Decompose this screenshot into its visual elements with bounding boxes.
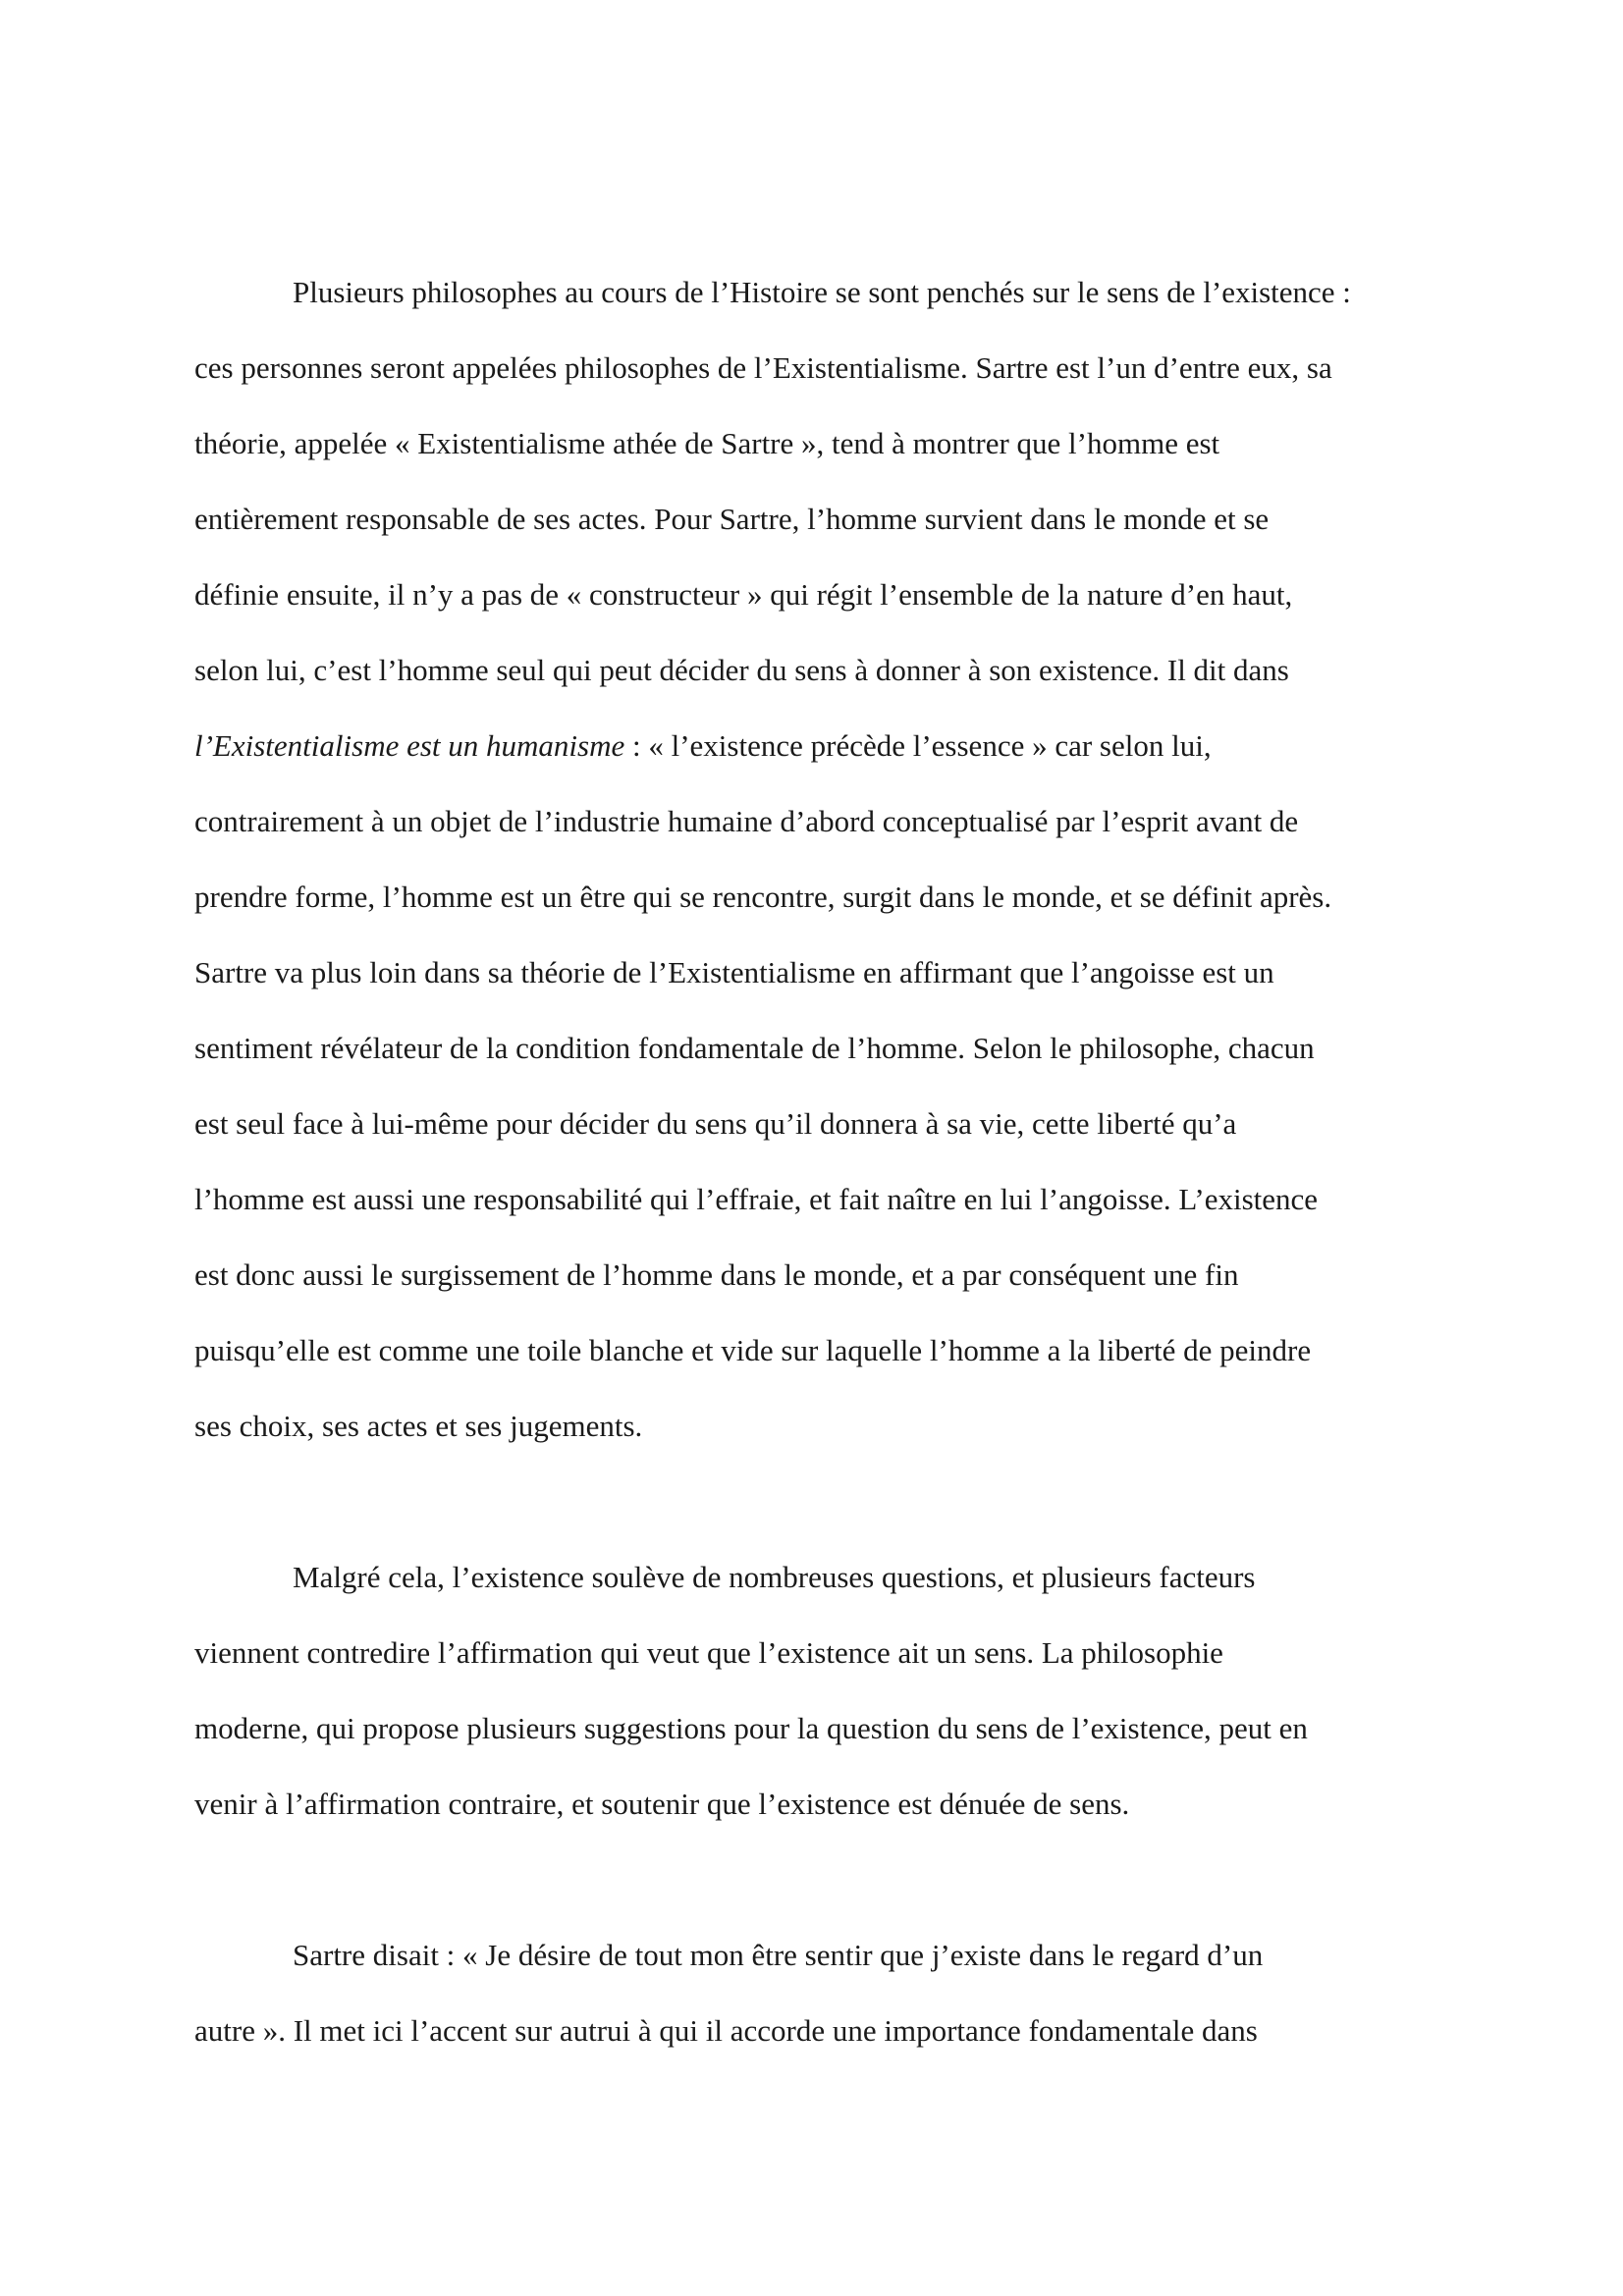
- paragraph-1-line-12: est seul face à lui-même pour décider du sens qu’il donnera à sa vie, cette liberté qu’a: [194, 1106, 1237, 1141]
- paragraph-1-line-16: ses choix, ses actes et ses jugements.: [194, 1409, 643, 1443]
- paragraph-1-line-1: Plusieurs philosophes au cours de l’Histoire se sont penchés sur le sens de l’existence :: [293, 275, 1351, 309]
- book-title-italic: l’Existentialisme est un humanisme: [194, 728, 625, 763]
- paragraph-2-line-2: viennent contredire l’affirmation qui veut que l’existence ait un sens. La philosophie: [194, 1635, 1223, 1670]
- paragraph-1-line-10: Sartre va plus loin dans sa théorie de l’Existentialisme en affirmant que l’angoisse est un: [194, 955, 1274, 989]
- paragraph-2-line-3: moderne, qui propose plusieurs suggestions pour la question du sens de l’existence, peut en: [194, 1711, 1308, 1745]
- paragraph-3-line-2: autre ». Il met ici l’accent sur autrui à qui il accorde une importance fondamentale dans: [194, 2013, 1258, 2048]
- paragraph-1-line-4: entièrement responsable de ses actes. Pour Sartre, l’homme survient dans le monde et se: [194, 502, 1270, 536]
- paragraph-1-line-11: sentiment révélateur de la condition fondamentale de l’homme. Selon le philosophe, chacun: [194, 1031, 1315, 1065]
- paragraph-1-line-5: définie ensuite, il n’y a pas de « constructeur » qui régit l’ensemble de la nature d’en haut,: [194, 577, 1293, 612]
- paragraph-1-line-7-rest: : « l’existence précède l’essence » car selon lui,: [624, 728, 1212, 763]
- paragraph-2-line-4: venir à l’affirmation contraire, et soutenir que l’existence est dénuée de sens.: [194, 1787, 1130, 1821]
- paragraph-1-line-2: ces personnes seront appelées philosophes de l’Existentialisme. Sartre est l’un d’entre eux, sa: [194, 350, 1332, 385]
- paragraph-1-line-3: théorie, appelée « Existentialisme athée de Sartre », tend à montrer que l’homme est: [194, 426, 1220, 460]
- paragraph-1-line-7: [194, 726, 1212, 766]
- paragraph-1-line-13: l’homme est aussi une responsabilité qui l’effraie, et fait naître en lui l’angoisse. L’existence: [194, 1182, 1319, 1216]
- paragraph-1-line-6: selon lui, c’est l’homme seul qui peut décider du sens à donner à son existence. Il dit dans: [194, 653, 1289, 687]
- paragraph-1-line-8: contrairement à un objet de l’industrie humaine d’abord conceptualisé par l’esprit avant de: [194, 804, 1299, 838]
- paragraph-1-line-14: est donc aussi le surgissement de l’homme dans le monde, et a par conséquent une fin: [194, 1257, 1239, 1292]
- paragraph-1-line-15: puisqu’elle est comme une toile blanche et vide sur laquelle l’homme a la liberté de peindre: [194, 1333, 1312, 1367]
- paragraph-2-line-1: Malgré cela, l’existence soulève de nombreuses questions, et plusieurs facteurs: [293, 1560, 1256, 1594]
- paragraph-1-line-9: prendre forme, l’homme est un être qui se rencontre, surgit dans le monde, et se définit après.: [194, 880, 1332, 914]
- paragraph-3-line-1: Sartre disait : « Je désire de tout mon être sentir que j’existe dans le regard d’un: [293, 1938, 1264, 1972]
